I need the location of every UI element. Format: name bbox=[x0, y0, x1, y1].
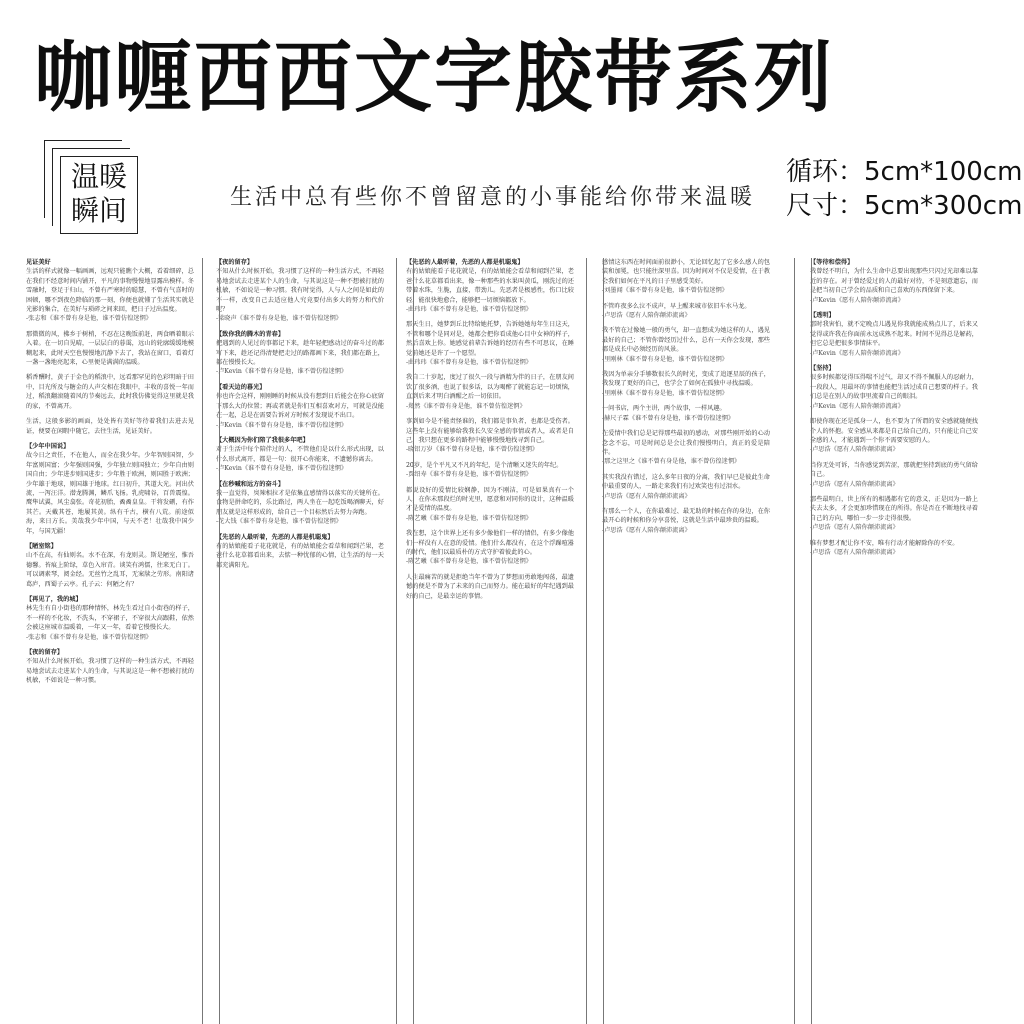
text-section bbox=[26, 330, 194, 368]
section-signature: -卢Kevin《愿有人陪你颠沛流离》 bbox=[810, 296, 904, 304]
tape-strip-column bbox=[810, 258, 978, 1024]
section-signature: -卢思浩《愿有人陪你颠沛流离》 bbox=[602, 526, 691, 534]
text-section bbox=[602, 370, 770, 398]
section-signature: -卢思浩《愿有人陪你颠沛流离》 bbox=[810, 446, 899, 454]
section-signature: -卢Kevin《愿有人陪你颠沛流离》 bbox=[810, 349, 904, 357]
section-signature: -曲玮玮《谁不曾有身是他，谁不曾仿徨迷惘》 bbox=[406, 359, 532, 367]
section-heading: 【再见了，我的城】 bbox=[26, 596, 82, 603]
tape-strip-column bbox=[26, 258, 194, 1024]
section-signature: -里刚林《谁不曾有身是他，谁不曾仿徨迷惘》 bbox=[602, 389, 728, 397]
stamp-line-1: 温暖 bbox=[70, 160, 127, 193]
section-signature: -陈艺曦《谁不曾有身是他，谁不曾仿徨迷惘》 bbox=[406, 558, 532, 566]
section-body: 很多时候都觉得压得喘不过气，却又不得不佩服人的忍耐力，一段段人，用最坏的事情也能把生活过成自己想要的样子。我们总是在别人的故事里流着自己的眼泪。 bbox=[810, 374, 978, 401]
text-section bbox=[406, 486, 574, 524]
section-body: 感情这东西在时间面前很渺小，无论回忆起了它多么感人的包装和加冕，也只能往深里喜。因为时间对不仅是爱情，在于教会我们如何在平凡的日子里感受美好。 bbox=[602, 259, 770, 285]
section-heading: 【坚持】 bbox=[810, 365, 835, 373]
section-signature: -卢Kevin《谁不曾有身是他，谁不曾仿徨迷惘》 bbox=[216, 421, 348, 429]
section-signature: -赫尺子霖《谁不曾有身是他，谁不曾仿徨迷惘》 bbox=[602, 414, 735, 422]
text-section bbox=[810, 311, 978, 358]
text-section bbox=[602, 404, 770, 423]
section-body: 生活，这般多影的画面，处处皆有美好等待着我们去进去见证，便要在闲暇中随它，去往生活，见证美好。 bbox=[26, 418, 194, 435]
section-body: 故今日之责任，不在他人，而全在我少年。少年智则国智，少年富则国富；少年强则国强，少年独立则国独立；少年自由则国自由；少年进步则国进步；少年胜于欧洲，则国胜于欧洲；少年雄于地球，则国雄于地球。红日初升，其道大光。河出伏流，一泻汪洋。潜龙腾渊，鳞爪飞扬。乳虎啸谷，百兽震惶。鹰隼试翼，风尘翕张。奇花初胎，矞矞皇皇。干将发硎，有作其芒。天戴其苍，地履其黄。纵有千古，横有八荒。前途似海，来日方长。美哉我少年中国，与天不老！壮哉我中国少年，与国无疆！ bbox=[26, 452, 194, 535]
section-body: 不管昨夜多么泣不成声，早上醒来城市依旧车水马龙。 bbox=[602, 302, 751, 310]
text-section bbox=[216, 258, 384, 324]
section-signature: -卢思浩《愿有人陪你颠沛流离》 bbox=[602, 312, 691, 320]
section-body: 我不管在过像她一般的勇气，却一直想成为她这样的人，遇见最好的自己；不管你曾经历过什么，总有一天你会发现，那些都是成长中必须经历的风景。 bbox=[602, 327, 770, 354]
section-body: 不知从什么时候开始，我习惯了这样的一种生活方式，不再轻易地尝试去走进某个人的生命，与其说这是一种不想被打扰的机敏，不如说是一种习惯。我有时觉得，人与人之间是如此的不一样，改变自己去适应他人究竟要付出多大的努力和代价呢？ bbox=[216, 268, 384, 314]
section-signature: -卢思浩《愿有人陪你颠沛流离》 bbox=[810, 548, 899, 556]
section-signature: -贾绍寿《谁不曾有身是他，谁不曾仿徨迷惘》 bbox=[406, 471, 532, 479]
section-heading: 【先恶的人最听着，先恶的人都是机聪鬼】 bbox=[406, 259, 524, 266]
text-section bbox=[602, 326, 770, 364]
section-body: 把遇到的人见过的事都记下来，趁年轻把感动过的奋斗过的都写下来，趁还记得清楚把走过的路都画下来，我们都在路上，都在慢慢长大。 bbox=[216, 340, 384, 367]
section-signature: -晓铝万岁《谁不曾有身是他，谁不曾仿徨迷惘》 bbox=[406, 446, 539, 454]
section-body: 山不在高，有仙则名。水不在深，有龙则灵。斯是陋室，惟吾德馨。苔痕上阶绿，草色入帘青。谈笑有鸿儒，往来无白丁。可以调素琴，阅金经。无丝竹之乱耳，无案牍之劳形。南阳诸葛庐，西蜀子云亭。孔子云：何陋之有？ bbox=[26, 552, 194, 588]
section-heading: 【致你我的腾木的青春】 bbox=[216, 330, 285, 338]
text-section bbox=[406, 258, 574, 314]
section-body: 那微微的风，拂乡于树梢，不忍在这晚饭前赶，两食晒着眼示入着。在一切自见晴，一层层白的暮霭，远山的轮廓缓缓地模糊起来，此时天空也慢慢地沉静下去了，我站在窗口，看着灯一盏一盏地亮起来，心里便是满满的温暖。 bbox=[26, 330, 194, 367]
section-signature: -卢Kevin《愿有人陪你颠沛流离》 bbox=[810, 402, 904, 410]
section-body: 有的姑娘能看子花花就是，有的姑娘能会看草和闻到芒果，老爸什么花草都看出来，像一种那些的水果叫黄瓜，刚洗过的还带着水珠，生脆，直接，带劲儿。先恶者是极感性，伤口比较轻，能很快地愈合，能够把一切烦恼都放下。 bbox=[406, 268, 574, 304]
text-section bbox=[216, 436, 384, 474]
text-section bbox=[216, 533, 384, 571]
text-section bbox=[406, 417, 574, 455]
section-body: 对于生活中每个陪伴过的人，不管他们是以什么形式出现，以什么形式离开，都是一句：很开心你能来，不遗憾你离去。 bbox=[216, 446, 384, 463]
text-section bbox=[602, 473, 770, 501]
section-body: 我在想，这个世界上还有多少像他们一样的情侣，有多少像他们一样没有人在意的爱情。他们什么都没有，在这个浮躁喧嚣的时代，他们以最质朴的方式守护着彼此的心。 bbox=[406, 530, 574, 556]
text-section bbox=[26, 648, 194, 686]
section-signature: -卢思浩《愿有人陪你颠沛流离》 bbox=[810, 524, 899, 532]
slogan: 生活中总有些你不曾留意的小事能给你带来温暖 bbox=[230, 185, 756, 210]
tape-strip-column bbox=[216, 258, 384, 1024]
text-section bbox=[26, 542, 194, 589]
text-section bbox=[810, 539, 978, 558]
section-body: 一问书店，两个主讲，两个故事，一样风趣。 bbox=[602, 405, 726, 413]
section-body: 我自二十岁起，度过了很久一段与酒精为伴的日子，在朋友间饮了很多酒，也说了很多话，以为喝醉了就能忘记一切烦恼，直到后来才明白酒醒之后一切依旧。 bbox=[406, 374, 574, 401]
section-body: 林先生有自小街巷的那种情怀，林先生看过自小街巷的样子，不一样的不化妆，不洗头，不穿裙子，不穿很大高跟鞋，依然会被这座城市温暖着，一年又一年，看着它慢慢长大。 bbox=[26, 605, 194, 632]
section-signature: -梁晓声《谁不曾有身是他，谁不曾仿徨迷惘》 bbox=[216, 315, 342, 323]
section-heading: 【陋室铭】 bbox=[26, 542, 57, 550]
section-heading: 【少年中国说】 bbox=[26, 442, 70, 450]
section-body: 有的姑娘能看子花花就是，有的姑娘能会看草和闻到芒果，老爸什么花草都看出来，去惦一种忧郁的心情，让生活的每一天都充满阳光。 bbox=[216, 542, 384, 569]
section-body: 我因为单亲分手够数很长久的时光，变成了追逐星辰的孩子，我发现了更好的自己，也学会了如何在孤独中寻找温暖。 bbox=[602, 371, 770, 388]
section-signature: -郑然《谁不曾有身是他，谁不曾仿徨迷惘》 bbox=[406, 402, 526, 410]
text-section bbox=[602, 302, 770, 321]
section-body: 20岁，是个平凡又不凡的年纪，是个清晰又迷失的年纪。 bbox=[406, 461, 563, 469]
section-signature: -卢Kevin《谁不曾有身是他，谁不曾仿徨迷惘》 bbox=[216, 465, 348, 473]
text-section bbox=[810, 417, 978, 455]
section-body: 那时我害怕，就不定晚点儿遇见你我就能成熟点儿了，后来又觉得或许我在你面前永远成熟不起来。时间不见得总是解药，但它总是把很多事情抹平。 bbox=[810, 321, 978, 348]
text-section bbox=[406, 573, 574, 601]
section-heading: 【夜的留存】 bbox=[216, 259, 254, 266]
section-heading: 【在秒喊和远方的奋斗】 bbox=[216, 480, 285, 488]
strip-divider bbox=[794, 258, 812, 1024]
section-heading: 【等待和偿得】 bbox=[810, 259, 854, 266]
section-body: 生活的样式就像一幅画画，远观只能瞧个大概，看着细碎，总在我们不经意时间内铺开，平凡的事物慢慢地显露出模样。冬雪融时，登足于归山，不曾有严寒时的聪慧，不曾有气喜时的困顿，哪不到夜色降临的那一刻，你便也就懂了生活其实就是光影的集合，在美好与琐碎之间来回，把日子过出温度。 bbox=[26, 268, 194, 314]
stamp-line-2: 瞬间 bbox=[70, 194, 127, 227]
section-signature: -张志和《谁不曾有身是他，谁不曾仿徨迷惘》 bbox=[26, 633, 152, 641]
section-body: 我曾经不明白，为什么生命中总要出现那些只闪过光却难以靠近的存在。对于曾经爱过的人的最好对待，不是刻意遗忘，而是把当初自己学会的品质和自己喜欢的东西保留下来。 bbox=[810, 268, 978, 295]
section-signature: -里刚林《谁不曾有身是他，谁不曾仿徨迷惘》 bbox=[602, 355, 728, 363]
warm-moment-stamp bbox=[44, 140, 140, 236]
text-section bbox=[810, 461, 978, 489]
section-body: 你也许会这样，刚刚睡的时候从没有想到日后能会在你心底留下那么大的位置；再或者就是你们互相喜欢对方，可就是没能在一起，总是在需要告诉对方时候才发现说不出口。 bbox=[216, 393, 384, 420]
text-section bbox=[406, 373, 574, 411]
section-body: 那些最明白，世上所有的相遇都有它的意义，正是因为一路上失去太多，才会更加珍惜现在的所得。你是否在不断地找寻着自己的方向，哪怕一步一步走得很慢。 bbox=[810, 495, 978, 522]
text-section bbox=[26, 442, 194, 536]
section-body: 稻香酬时，黄子于金色的稻浪中，远看那罕见的色彩明暗于田中，目光所及与糖金的人声交相在我眼中，丰收的喜悦一年而过，稻浪翻滚随着风的节奏远去，此时我仿佛觉得这里就是我的家，不曾离开。 bbox=[26, 374, 194, 410]
section-body: 当你无处可诉，当你感觉到苦涩，那就把坚持到底的勇气留给自己。 bbox=[810, 461, 978, 479]
tape-strip-column bbox=[406, 258, 574, 1024]
text-section bbox=[216, 383, 384, 430]
section-signature: -那之这里之《谁不曾有身是他，谁不曾仿徨迷惘》 bbox=[602, 458, 741, 466]
text-section bbox=[216, 480, 384, 527]
section-signature: -卢思浩《愿有人陪你颠沛流离》 bbox=[810, 480, 899, 488]
section-signature: -曲玮玮《谁不曾有身是他，谁不曾仿徨迷惘》 bbox=[406, 306, 532, 314]
text-section bbox=[810, 495, 978, 533]
text-section bbox=[810, 364, 978, 411]
section-body: 人生最痛苦的就是拒绝当年不曾为了梦想而勇敢地闯荡，最遗憾的便是不曾为了未来的自己而努力。能在最好的年纪遇到最好的自己，是最幸运的事情。 bbox=[406, 573, 574, 600]
text-section bbox=[26, 595, 194, 642]
text-section bbox=[406, 461, 574, 480]
section-signature: -张志和《谁不曾有身是他，谁不曾仿徨迷惘》 bbox=[26, 315, 152, 323]
page-title: 咖喱西西文字胶带系列 bbox=[34, 33, 835, 123]
text-section bbox=[26, 417, 194, 436]
section-body: 都说设好的爱情比较娴静，因为不刚洁，可是如果真有一个人，在你未那段烂的时光里，愿意和对同你的设计，这种温暖才是爱情的温度。 bbox=[406, 486, 574, 513]
section-signature: -卢思浩《愿有人陪你颠沛流离》 bbox=[602, 492, 691, 500]
section-body: 其实我没有错过，这么多年日夜的分离，我们早已是彼此生命中最重要的人，一路走来我们有过欢笑也有过泪水。 bbox=[602, 473, 770, 491]
text-section bbox=[26, 258, 194, 324]
section-body: 那天生日，她梦到丘比特给她托梦，告诉她她每年生日这天，不管和哪个是同对是，她都会把你看成他心目中女神的样子，然后喜欢上你。她感觉前辈告诉她的经历有些不可思议，在睡觉前她还是许了一个愿望。 bbox=[406, 321, 574, 357]
tape-strips bbox=[26, 258, 1006, 1024]
section-signature: -陈艺曦《谁不曾有身是他，谁不曾仿徨迷惘》 bbox=[406, 514, 532, 522]
section-body: 在爱情中我们总是记得那些最初的感动，对那些刚开始的心动念念不忘，可是时间总是会让我们慢慢明白，真正的爱是陪伴。 bbox=[602, 430, 770, 456]
section-body: 不知从什么时候开始，我习惯了这样的一种生活方式，不再轻易地尝试去走进某个人的生命，与其说这是一种不想被打扰的机敏，不如说是一种习惯。 bbox=[26, 658, 194, 685]
product-specs bbox=[786, 155, 1022, 223]
section-heading: 【透明】 bbox=[810, 312, 835, 320]
text-section bbox=[406, 320, 574, 367]
text-section bbox=[602, 258, 770, 296]
section-signature: -花大钱《谁不曾有身是他，谁不曾仿徨迷惘》 bbox=[216, 518, 342, 526]
section-body: 我一直觉得，臭辣相拉才是依集直感情得以落实的关键所在。食物是拼命吃的，乐比路过，两人坐在一起吃饭喝酒聊天，好朋友就是这样形成的，给自己一个目标然后去努力奔跑。 bbox=[216, 489, 384, 516]
text-section bbox=[406, 529, 574, 567]
section-heading: 见证美好 bbox=[26, 259, 51, 266]
section-signature: -刘墨闻《谁不曾有身是他，谁不曾仿徨迷惘》 bbox=[602, 287, 728, 295]
section-heading: 【夜的留存】 bbox=[26, 649, 64, 657]
text-section bbox=[602, 429, 770, 467]
section-body: 唯有梦想才配让你不安，唯有行动才能解除你的不安。 bbox=[810, 539, 959, 547]
section-heading: 【先恶的人最听着，先恶的人都是机聪鬼】 bbox=[216, 533, 334, 541]
strip-divider bbox=[396, 258, 414, 1024]
tape-strip-column bbox=[602, 258, 770, 1024]
section-signature: -卢Kevin《谁不曾有身是他，谁不曾仿徨迷惘》 bbox=[216, 368, 348, 376]
strip-divider bbox=[586, 258, 604, 1024]
spec-size: 尺寸：5cm*300cm bbox=[786, 191, 1023, 221]
section-heading: 【大概因为你们陪了我很多年吧】 bbox=[216, 436, 309, 444]
section-body: 事到如今是不能责怪谁的，我们都是事负者，也都是受伤者。这些年上没有能够给我我长久安全感的事情或者人，或者是自己，我只想在更多的路程中能够慢慢地找寻到自己。 bbox=[406, 418, 574, 444]
strip-divider bbox=[202, 258, 220, 1024]
text-section bbox=[26, 373, 194, 411]
section-body: 有那么一个人，在你最难过、最无助的时候在你的身边，在你最开心的时候和你分享喜悦，这就是生活中最珍贵的温暖。 bbox=[602, 507, 770, 525]
spec-repeat: 循环：5cm*100cm bbox=[786, 157, 1023, 187]
section-heading: 【看天边的暮光】 bbox=[216, 383, 266, 391]
text-section bbox=[810, 258, 978, 305]
section-body: 即使你现在还是孤身一人，也不要为了所谓的安全感就随便找个人的怀抱。安全感从来都是自己给自己的，只有能让自己安全感的人，才能遇到一个你不需要安慰的人。 bbox=[810, 418, 978, 444]
text-section bbox=[216, 330, 384, 377]
text-section bbox=[602, 507, 770, 535]
stamp-text bbox=[60, 160, 138, 228]
